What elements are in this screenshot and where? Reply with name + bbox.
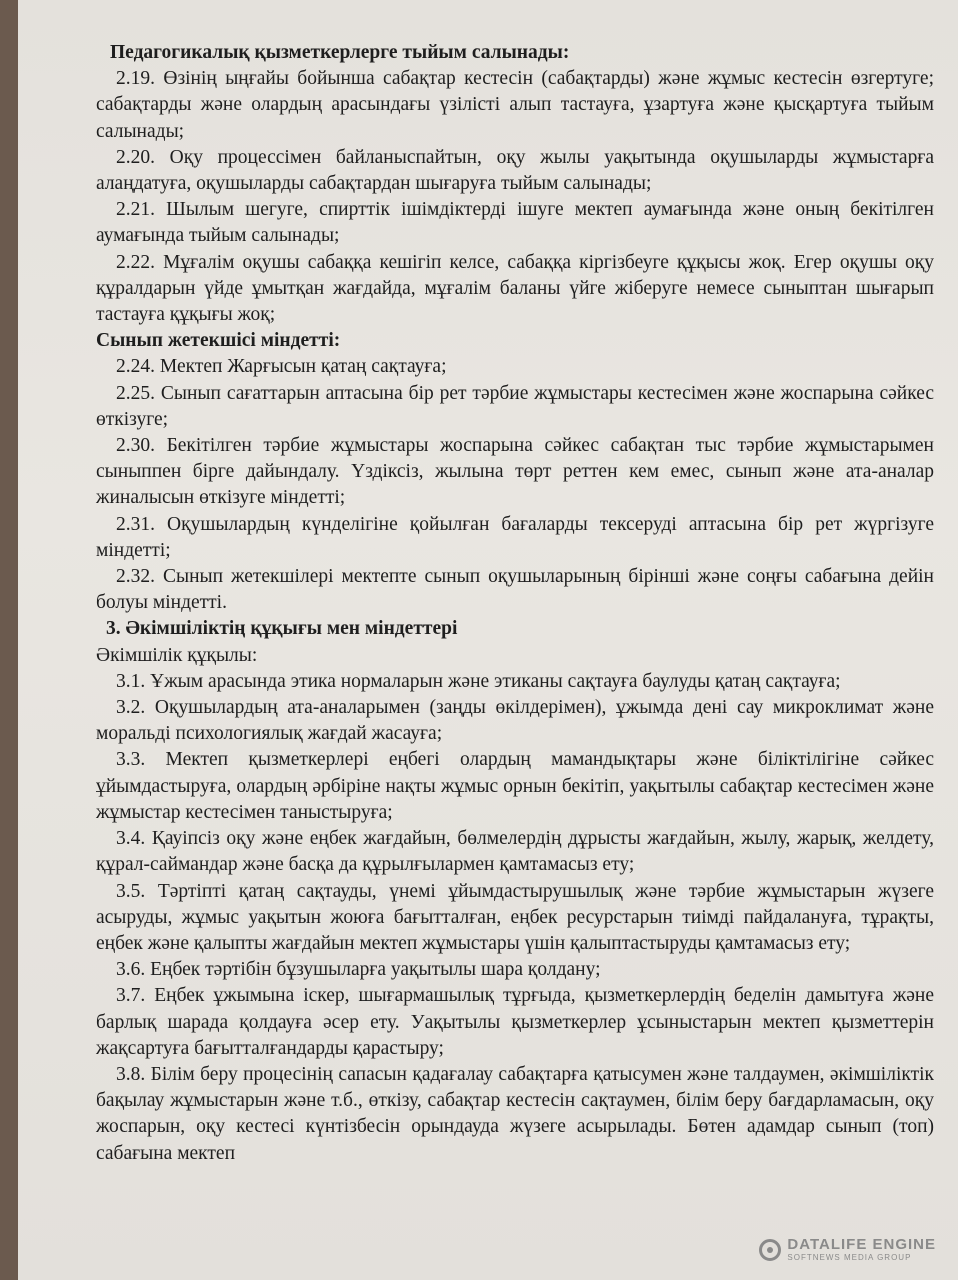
paragraph-2-20: 2.20. Оқу процессімен байланыспайтын, оқу жылы уақытында оқушыларды жұмыстарға алаңдатуға, оқушыларды сабақтардан шығаруға тыйым салынады; bbox=[96, 146, 934, 195]
watermark-sub: SOFTNEWS MEDIA GROUP bbox=[787, 1253, 912, 1262]
watermark bbox=[759, 1237, 936, 1262]
paragraph-2-21: 2.21. Шылым шегуге, спирттік ішімдіктерді ішуге мектеп аумағында және оның бекітілген аумағында тыйым салынады; bbox=[96, 199, 934, 247]
subheading-admin-rights: Әкімшілік құқылы: bbox=[96, 644, 258, 666]
heading-section-3: 3. Әкімшіліктің құқығы мен міндеттері bbox=[106, 618, 458, 640]
watermark-text bbox=[787, 1237, 936, 1262]
heading-class-teacher: Сынып жетекшісі міндетті: bbox=[96, 330, 341, 352]
paragraph-3-2: 3.2. Оқушылардың ата-аналарымен (заңды өкілдерімен), ұжымда дені сау микроклимат және моральді психологиялық жағдай жасауға; bbox=[96, 697, 934, 745]
paragraph-3-7: 3.7. Еңбек ұжымына іскер, шығармашылық тұрғыда, қызметкерлердің беделін дамытуға және барлық шарада қолдауға әсер ету. Уақытылы қызметкерлер ұсыныстарын мектеп қызметтерін жақсартуға бағытталғандарды қарастыру; bbox=[96, 985, 934, 1059]
paragraph-2-19: 2.19. Өзінің ыңғайы бойынша сабақтар кестесін (сабақтарды) және жұмыс кестесін өзгертуге; сабақтарды және олардың арасындағы үзілісті алып тастауға, ұзартуға және қысқартуға тыйым салынады; bbox=[96, 68, 934, 142]
paragraph-3-8: 3.8. Білім беру процесінің сапасын қадағалау сабақтарға қатысумен және талдаумен, әкімшіліктік бақылау жұмыстарын және т.б., өткізу, сабақтар кестесін сақтаумен, білім беру бағдарламасын, оқу жоспарын, оқу кестесі күнтізбесін орындауда жүзеге асырылады. Бөтен адамдар сынып (топ) сабағына мектеп bbox=[96, 1063, 934, 1164]
document-page bbox=[18, 0, 958, 1280]
paragraph-3-5: 3.5. Тәртіпті қатаң сақтауды, үнемі ұйымдастырушылық және тәрбие жұмыстарын жүзеге асыруды, жұмыс уақытын жоюға бағытталған, еңбек ресурстарын тиімді пайдалануға, тұрақты, еңбек және қалыпты жағдайын мектеп жұмыстары үшін қалыптастыруды қамтамасыз ету; bbox=[96, 880, 934, 954]
paragraph-3-1: 3.1. Ұжым арасында этика нормаларын және этиканы сақтауға баулуды қатаң сақтауға; bbox=[116, 670, 841, 692]
paragraph-2-24: 2.24. Мектеп Жарғысын қатаң сақтауға; bbox=[116, 356, 447, 378]
paragraph-2-30: 2.30. Бекітілген тәрбие жұмыстары жоспарына сәйкес сабақтан тыс тәрбие жұмыстарымен сыныппен бірге дайындалу. Үздіксіз, жылына төрт реттен кем емес, сынып және ата-аналар жиналысын өткізуге міндетті; bbox=[96, 435, 934, 509]
document-body bbox=[96, 40, 934, 1167]
paragraph-2-25: 2.25. Сынып сағаттарын аптасына бір рет тәрбие жұмыстары кестесімен және жоспарына сәйкес өткізуге; bbox=[96, 382, 934, 430]
watermark-main: DATALIFE ENGINE bbox=[787, 1236, 936, 1253]
paragraph-2-32: 2.32. Сынып жетекшілері мектепте сынып оқушыларының бірінші және соңғы сабағына дейін болуы міндетті. bbox=[96, 566, 934, 614]
paragraph-2-31: 2.31. Оқушылардың күнделігіне қойылған бағаларды тексеруді аптасына бір рет жүргізуге міндетті; bbox=[96, 513, 934, 561]
datalife-logo-icon bbox=[759, 1239, 781, 1261]
paragraph-3-3: 3.3. Мектеп қызметкерлері еңбегі олардың мамандықтары және біліктілігіне сәйкес ұйымдастыруға, олардың әрбіріне нақты жұмыс орнын бекітіп, уақытылы сабақтар кестесімен және жұмыстар кестесімен таныстыруға; bbox=[96, 749, 934, 823]
heading-teachers: Педагогикалық қызметкерлерге тыйым салынады: bbox=[110, 42, 570, 63]
paragraph-2-22: 2.22. Мұғалім оқушы сабаққа кешігіп келсе, сабаққа кіргізбеуге құқысы жоқ. Егер оқушы оқу құралдарын үйде ұмытқан жағдайда, мұғалім баланы үйге жіберуге немесе сыныптан шығарып тастауға құқығы жоқ; bbox=[96, 251, 934, 326]
paragraph-3-6: 3.6. Еңбек тәртібін бұзушыларға уақытылы шара қолдану; bbox=[116, 959, 601, 981]
paragraph-3-4: 3.4. Қауіпсіз оқу және еңбек жағдайын, бөлмелердің дұрысты жағдайын, жылу, жарық, желдету, құрал-саймандар және басқа да құрылғылармен қамтамасыз ету; bbox=[96, 828, 934, 876]
